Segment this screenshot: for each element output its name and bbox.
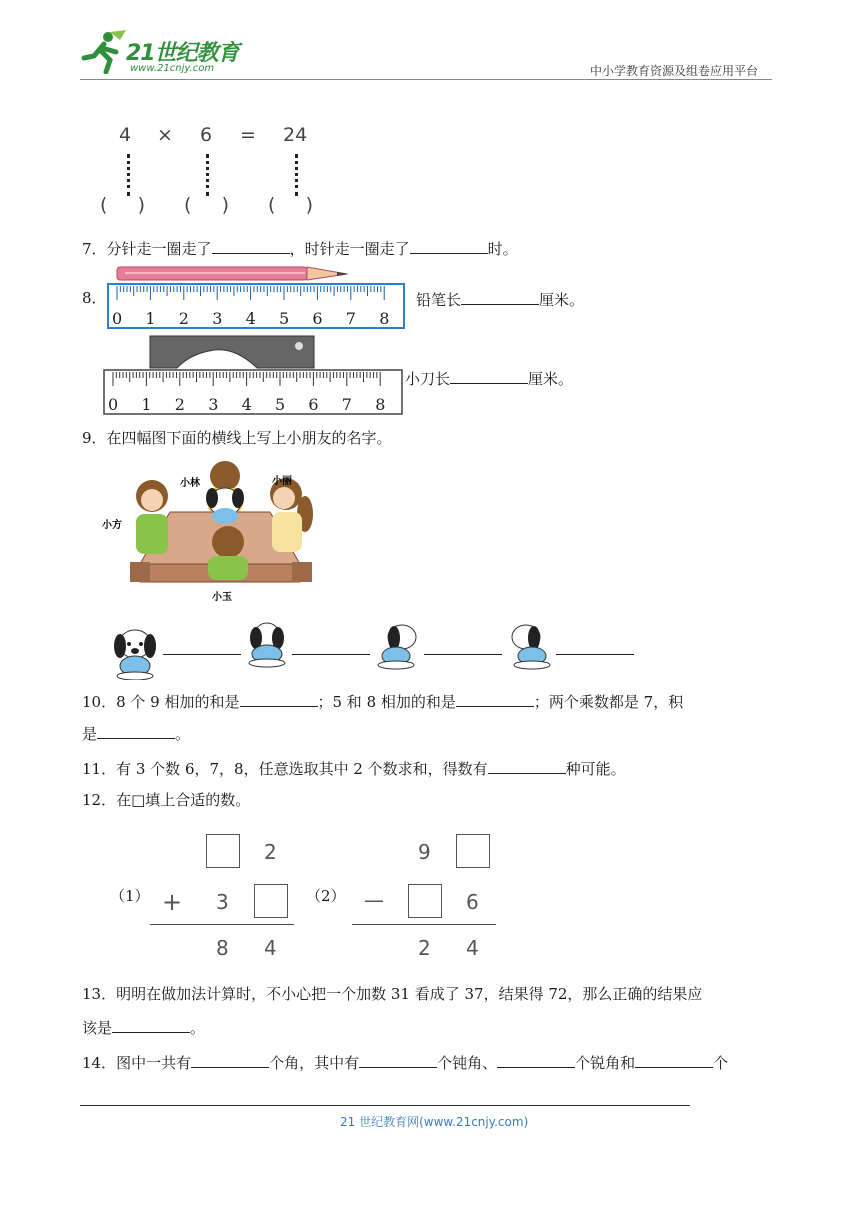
q10-blank-2[interactable]: [456, 690, 534, 707]
ruler-2-label-5: 5: [275, 395, 286, 414]
q12-p2-top-digit: 9: [418, 840, 431, 864]
eq-factor-a: 4: [119, 124, 132, 146]
ruler-1-label-2: 2: [178, 309, 189, 328]
knife-length-blank[interactable]: [450, 367, 528, 384]
eq-times-sign: ×: [157, 124, 173, 146]
q12-p1-mid-box[interactable]: [254, 884, 288, 918]
equation-block: [100, 124, 340, 224]
q12-label-1: （1）: [110, 887, 150, 905]
q12-p1-result-ones: 4: [264, 936, 277, 960]
pencil-length-blank[interactable]: [461, 288, 539, 305]
children-table-illustration: [100, 458, 320, 604]
ruler-1-label-7: 7: [345, 309, 356, 328]
footer-text: 21 世纪教育网(www.21cnjy.com): [340, 1115, 529, 1129]
eq-dots-a: [127, 154, 130, 196]
question-7: 7．分针走一圈走了 ，时针走一圈走了 时。: [82, 237, 518, 259]
name-label-xiaoyu: 小玉: [212, 592, 232, 603]
q10-blank-1[interactable]: [240, 690, 318, 707]
q12-p1-result-tens: 8: [216, 936, 229, 960]
q12-p1-top-digit: 2: [264, 840, 277, 864]
q12-label-2: （2）: [306, 887, 346, 905]
question-9: 9．在四幅图下面的横线上写上小朋友的名字。: [82, 429, 392, 447]
ruler-2-label-8: 8: [375, 395, 386, 414]
ruler-1-label-4: 4: [245, 309, 256, 328]
q12-p1-mid-digit: 3: [216, 890, 229, 914]
pencil-image: [115, 264, 355, 284]
dog-side-view-left: [372, 620, 424, 672]
q11-blank[interactable]: [488, 757, 566, 774]
dog-blank-4[interactable]: [556, 654, 634, 655]
pencil-length-question: 铅笔长 厘米。: [416, 288, 584, 310]
ruler-2-label-6: 6: [308, 395, 319, 414]
question-13-line1: 13．明明在做加法计算时，不小心把一个加数 31 看成了 37，结果得 72，那么正确的结果应: [82, 985, 703, 1003]
name-label-xiaofang: 小方: [102, 520, 122, 531]
dog-front-view: [107, 624, 163, 680]
ruler-1-label-6: 6: [312, 309, 323, 328]
dog-side-view-right: [504, 620, 556, 672]
ruler-2: [103, 369, 403, 415]
q14-blank-3[interactable]: [497, 1051, 575, 1068]
eq-paren-a: ( ): [100, 194, 146, 216]
logo-url-text: www.21cnjy.com: [130, 63, 215, 74]
q12-p2-rule: [352, 924, 496, 925]
q12-p2-result-tens: 2: [418, 936, 431, 960]
q14-blank-4[interactable]: [635, 1051, 713, 1068]
q7-blank-2[interactable]: [410, 237, 488, 254]
q12-p2-operator: —: [364, 888, 384, 912]
question-11: 11．有 3 个数 6，7，8，任意选取其中 2 个数求和，得数有 种可能。: [82, 757, 626, 779]
q12-p1-operator: +: [162, 888, 183, 916]
ruler-2-label-1: 1: [141, 395, 152, 414]
name-label-xiaolin: 小林: [180, 478, 200, 489]
ruler-1-label-1: 1: [145, 309, 156, 328]
ruler-1-label-8: 8: [379, 309, 390, 328]
question-13-line2: 该是 。: [82, 1016, 205, 1038]
logo-main-text: 21世纪教育: [126, 41, 239, 66]
eq-dots-c: [295, 154, 298, 196]
header-rule: [80, 79, 772, 80]
ruler-2-label-7: 7: [341, 395, 352, 414]
dog-blank-2[interactable]: [292, 654, 370, 655]
q14-blank-2[interactable]: [359, 1051, 437, 1068]
dog-back-view: [243, 620, 291, 668]
ruler-1-label-5: 5: [279, 309, 290, 328]
name-label-xiaoli: 小丽: [272, 476, 292, 487]
ruler-1-label-3: 3: [212, 309, 223, 328]
header-right-text: 中小学教育资源及组卷应用平台: [590, 64, 759, 78]
q12-p2-mid-digit: 6: [466, 890, 479, 914]
knife-image: [149, 335, 315, 371]
dog-blank-1[interactable]: [163, 654, 241, 655]
eq-paren-b: ( ): [184, 194, 230, 216]
logo-runner-icon: [80, 30, 128, 74]
question-10-line2: 是 。: [82, 722, 190, 744]
footer-rule: [80, 1105, 690, 1106]
ruler-1: [107, 283, 405, 329]
q12-problem-1: [150, 830, 300, 970]
eq-equals-sign: =: [240, 124, 256, 146]
q10-blank-3[interactable]: [97, 722, 175, 739]
q7-blank-1[interactable]: [212, 237, 290, 254]
q12-p2-result-ones: 4: [466, 936, 479, 960]
q12-p2-mid-box[interactable]: [408, 884, 442, 918]
q12-problem-2: [352, 830, 502, 970]
eq-product: 24: [283, 124, 308, 146]
question-8-number: 8．: [82, 289, 107, 307]
q12-p1-top-box[interactable]: [206, 834, 240, 868]
q12-p1-rule: [150, 924, 294, 925]
question-14: 14．图中一共有 个角，其中有 个钝角、 个锐角和 个: [82, 1051, 728, 1073]
eq-paren-c: ( ): [268, 194, 314, 216]
question-12: 12．在□填上合适的数。: [82, 791, 251, 809]
ruler-1-label-0: 0: [112, 309, 123, 328]
ruler-2-label-4: 4: [241, 395, 252, 414]
dog-blank-3[interactable]: [424, 654, 502, 655]
q13-blank[interactable]: [112, 1016, 190, 1033]
eq-dots-b: [206, 154, 209, 196]
header: [0, 0, 860, 82]
eq-factor-b: 6: [200, 124, 213, 146]
knife-length-question: 小刀长 厘米。: [405, 367, 573, 389]
q12-p2-top-box[interactable]: [456, 834, 490, 868]
ruler-2-label-0: 0: [108, 395, 119, 414]
question-10-line1: 10．8 个 9 相加的和是 ；5 和 8 相加的和是 ；两个乘数都是 7，积: [82, 690, 683, 712]
q14-blank-1[interactable]: [191, 1051, 269, 1068]
ruler-2-label-2: 2: [174, 395, 185, 414]
ruler-2-label-3: 3: [208, 395, 219, 414]
